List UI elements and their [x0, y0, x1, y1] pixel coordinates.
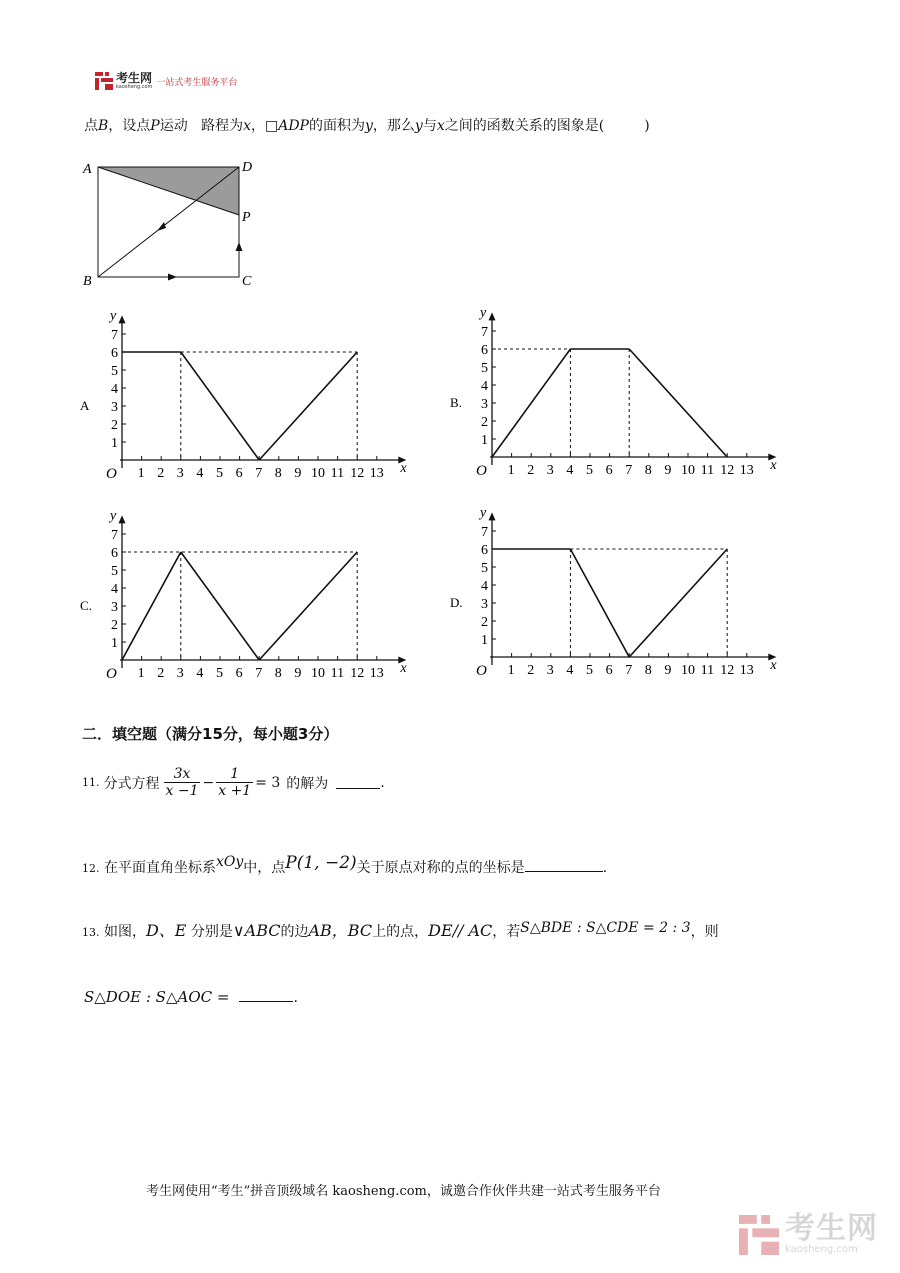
- x-tick-label: 3: [176, 666, 184, 681]
- q11-text: 分式方程: [103, 775, 160, 792]
- x-axis-label: x: [770, 658, 777, 673]
- watermark-logo-icon: [739, 1215, 779, 1255]
- y-tick-label: 3: [111, 400, 118, 415]
- q10-var-x: x: [243, 118, 251, 134]
- q12-point: P(1, −2): [285, 853, 357, 873]
- section-title-text: 分）: [308, 725, 339, 743]
- y-axis-arrow-icon: [119, 515, 126, 523]
- series-segment: [259, 552, 357, 660]
- x-tick-label: 12: [720, 663, 735, 678]
- x-tick-label: 11: [330, 466, 345, 481]
- option-b-graph-wrap[interactable]: [450, 305, 790, 489]
- q13-target-ratio: S△DOE : S△AOC =: [84, 988, 230, 1006]
- y-tick-label: 7: [481, 525, 488, 540]
- q13-text: 的边: [280, 924, 309, 940]
- x-tick-label: 7: [255, 466, 263, 481]
- y-tick-label: 6: [481, 343, 488, 358]
- x-tick-label: 4: [566, 663, 574, 678]
- question-10-stem: [84, 115, 650, 135]
- q11-end: .: [380, 774, 385, 791]
- q10-var-y: y: [414, 118, 423, 134]
- q13-parallel: DE// AC: [428, 921, 493, 940]
- origin-label: O: [476, 663, 487, 679]
- y-tick-label: 3: [481, 597, 488, 612]
- x-tick-label: 3: [176, 466, 184, 481]
- section-title-text: 分，每小题: [222, 725, 298, 743]
- x-tick-label: 7: [255, 666, 263, 681]
- arrow-bc-icon: [168, 274, 177, 281]
- q10-symbol-box: □: [264, 118, 279, 134]
- x-tick-label: 7: [625, 663, 633, 678]
- x-tick-label: 4: [196, 666, 204, 681]
- q11-number: 11.: [82, 776, 100, 789]
- y-axis-arrow-icon: [489, 312, 496, 320]
- label-p: P: [242, 210, 251, 225]
- y-axis-label: y: [110, 508, 117, 524]
- q10-text: 运动: [159, 118, 188, 134]
- q10-text: 路程为: [201, 118, 244, 134]
- x-tick-label: 6: [235, 466, 243, 481]
- x-tick-label: 8: [274, 666, 282, 681]
- q13-text: 上的点，: [372, 924, 429, 940]
- logo-title: 考生网: [116, 71, 153, 85]
- y-tick-label: 6: [111, 546, 118, 561]
- x-tick-label: 6: [605, 463, 613, 478]
- q10-text: 之间的函数关系的图象是(: [444, 118, 605, 134]
- x-tick-label: 13: [369, 666, 384, 681]
- x-tick-label: 5: [586, 463, 593, 478]
- series-segment: [181, 552, 259, 660]
- label-a: A: [83, 162, 92, 177]
- origin-label: O: [476, 463, 487, 479]
- x-tick-label: 8: [274, 466, 282, 481]
- q10-triangle-adp: ADP: [278, 118, 309, 134]
- x-tick-label: 2: [157, 466, 165, 481]
- option-d-graph: [450, 505, 795, 685]
- x-tick-label: 2: [527, 463, 535, 478]
- x-tick-label: 13: [739, 463, 754, 478]
- x-tick-label: 2: [527, 663, 535, 678]
- origin-label: O: [106, 666, 117, 682]
- x-tick-label: 11: [700, 663, 715, 678]
- x-axis-label: x: [770, 458, 777, 473]
- option-c-graph: [80, 508, 420, 688]
- series-segment: [122, 552, 181, 660]
- y-tick-label: 3: [111, 600, 118, 615]
- section-total-score: 15: [202, 725, 223, 743]
- q11-fraction-1: [164, 766, 201, 799]
- q13-area-ratio: S△BDE : S△CDE = 2 : 3: [520, 920, 691, 936]
- x-tick-label: 9: [664, 663, 672, 678]
- y-tick-label: 7: [481, 325, 488, 340]
- x-tick-label: 9: [294, 466, 302, 481]
- series-segment: [181, 352, 259, 460]
- x-tick-label: 4: [566, 463, 574, 478]
- x-tick-label: 3: [546, 463, 554, 478]
- x-tick-label: 9: [664, 463, 672, 478]
- section-title-text: 二．填空题（满分: [82, 725, 203, 743]
- q11-minus: −: [202, 774, 215, 791]
- x-tick-label: 8: [644, 663, 652, 678]
- y-tick-label: 6: [111, 346, 118, 361]
- label-c: C: [242, 274, 252, 289]
- x-tick-label: 13: [369, 466, 384, 481]
- q13-end: .: [293, 990, 298, 1006]
- option-label: D.: [450, 595, 463, 610]
- y-tick-label: 2: [111, 618, 118, 633]
- y-tick-label: 5: [481, 361, 488, 376]
- q10-point-b: B: [98, 118, 109, 134]
- arrow-cd-icon: [236, 242, 243, 251]
- x-tick-label: 3: [546, 663, 554, 678]
- q10-text: ): [644, 118, 650, 134]
- question-11: [82, 766, 385, 799]
- x-tick-label: 13: [739, 663, 754, 678]
- x-tick-label: 1: [137, 666, 145, 681]
- option-label: B.: [450, 395, 462, 410]
- y-tick-label: 7: [111, 328, 118, 343]
- watermark: [739, 1211, 878, 1255]
- q10-text: 的面积为: [308, 118, 365, 134]
- x-tick-label: 10: [681, 463, 695, 478]
- x-tick-label: 12: [350, 666, 365, 681]
- option-d-graph-wrap[interactable]: [450, 505, 795, 689]
- q11-equals: = 3: [255, 774, 281, 791]
- y-axis-label: y: [480, 305, 487, 321]
- q12-text: 关于原点对称的点的坐标是: [356, 860, 525, 876]
- q10-point-p: P: [150, 118, 160, 134]
- watermark-subtitle: kaosheng.com: [785, 1244, 858, 1255]
- series-segment: [629, 549, 727, 657]
- x-axis-label: x: [400, 661, 407, 676]
- site-logo: [95, 72, 237, 90]
- q13-points-de: D、E: [145, 921, 187, 940]
- x-tick-label: 5: [216, 466, 223, 481]
- x-tick-label: 1: [507, 663, 515, 678]
- x-tick-label: 10: [311, 466, 325, 481]
- q11-fraction-2: [216, 766, 253, 799]
- logo-subtitle: kaosheng.com: [116, 84, 153, 90]
- q11-fraction-1-den: x −1: [165, 783, 199, 799]
- q10-var-y: y: [364, 118, 373, 134]
- option-a-graph: [80, 308, 420, 488]
- q12-number: 12.: [82, 862, 100, 875]
- q10-text: ，那么: [372, 118, 415, 134]
- shaded-triangle-adp: [98, 167, 239, 215]
- series-segment: [629, 349, 727, 457]
- arrow-bd-icon: [157, 222, 166, 231]
- q12-answer-blank[interactable]: [525, 859, 603, 872]
- label-d: D: [242, 160, 253, 175]
- q11-answer-blank[interactable]: [336, 776, 380, 789]
- x-tick-label: 2: [157, 666, 165, 681]
- question-13-line-2: [84, 988, 298, 1006]
- x-tick-label: 6: [235, 666, 243, 681]
- x-tick-label: 7: [625, 463, 633, 478]
- q11-text: 的解为: [286, 775, 329, 792]
- option-a-graph-wrap[interactable]: [80, 308, 420, 492]
- y-tick-label: 5: [111, 364, 118, 379]
- y-tick-label: 5: [111, 564, 118, 579]
- origin-label: O: [106, 466, 117, 482]
- x-tick-label: 10: [311, 666, 325, 681]
- x-tick-label: 11: [700, 463, 715, 478]
- x-tick-label: 11: [330, 666, 345, 681]
- x-tick-label: 9: [294, 666, 302, 681]
- q10-var-x: x: [436, 118, 445, 134]
- y-tick-label: 2: [481, 615, 488, 630]
- q10-text: 点: [84, 118, 98, 134]
- x-tick-label: 6: [605, 663, 613, 678]
- x-tick-label: 1: [137, 466, 145, 481]
- q11-fraction-2-den: x +1: [218, 783, 252, 799]
- q12-coord-system: xOy: [215, 854, 244, 870]
- x-axis-label: x: [400, 461, 407, 476]
- y-tick-label: 1: [481, 433, 488, 448]
- q13-text: ，若: [492, 924, 521, 940]
- q13-text: ，则: [690, 924, 719, 940]
- q13-sides: AB，BC: [308, 921, 373, 940]
- y-tick-label: 1: [481, 633, 488, 648]
- x-tick-label: 10: [681, 663, 695, 678]
- y-tick-label: 1: [111, 636, 118, 651]
- q10-text: ，: [250, 118, 265, 134]
- option-c-graph-wrap[interactable]: [80, 508, 420, 692]
- y-axis-arrow-icon: [489, 512, 496, 520]
- y-tick-label: 3: [481, 397, 488, 412]
- y-axis-label: y: [480, 505, 487, 521]
- question-12: [82, 853, 608, 877]
- q13-text: 分别是: [190, 924, 233, 940]
- y-tick-label: 2: [111, 418, 118, 433]
- y-tick-label: 7: [111, 528, 118, 543]
- y-tick-label: 2: [481, 415, 488, 430]
- q10-text: ，设点: [108, 118, 151, 134]
- y-tick-label: 4: [111, 582, 118, 597]
- y-axis-label: y: [110, 308, 117, 324]
- section-item-score: 3: [297, 725, 309, 743]
- series-segment: [570, 549, 629, 657]
- y-tick-label: 4: [111, 382, 118, 397]
- q12-text: 在平面直角坐标系: [103, 860, 216, 876]
- q12-end: .: [602, 860, 608, 876]
- q12-text: 中，点: [243, 860, 286, 876]
- question-13: [82, 918, 719, 941]
- rectangle-figure: [80, 155, 280, 295]
- y-tick-label: 4: [481, 379, 488, 394]
- q13-triangle-abc: ∨ABC: [232, 921, 281, 940]
- y-axis-arrow-icon: [119, 315, 126, 323]
- label-b: B: [83, 274, 92, 289]
- y-tick-label: 6: [481, 543, 488, 558]
- logo-icon: [95, 72, 113, 90]
- x-tick-label: 5: [586, 663, 593, 678]
- q10-text: 与: [422, 118, 437, 134]
- x-tick-label: 8: [644, 463, 652, 478]
- option-label: A: [80, 398, 90, 413]
- q13-text: 如图，: [103, 924, 146, 940]
- q13-number: 13.: [82, 926, 100, 939]
- option-label: C.: [80, 598, 92, 613]
- q11-fraction-2-num: 1: [216, 766, 253, 783]
- x-tick-label: 5: [216, 666, 223, 681]
- section-title: [82, 723, 338, 744]
- q11-fraction-1-num: 3x: [164, 766, 201, 783]
- y-tick-label: 1: [111, 436, 118, 451]
- x-tick-label: 12: [350, 466, 365, 481]
- series-segment: [259, 352, 357, 460]
- option-b-graph: [450, 305, 790, 485]
- series-segment: [492, 349, 570, 457]
- y-tick-label: 5: [481, 561, 488, 576]
- footer-notice: 考生网使用“考生”拼音顶级域名 kaosheng.com，诚邀合作伙伴共建一站式考生服务平台: [146, 1184, 661, 1199]
- watermark-title: 考生网: [785, 1211, 878, 1246]
- x-tick-label: 1: [507, 463, 515, 478]
- x-tick-label: 12: [720, 463, 735, 478]
- logo-tagline: 一站式考生服务平台: [156, 77, 238, 88]
- q13-answer-blank[interactable]: [239, 989, 293, 1002]
- x-tick-label: 4: [196, 466, 204, 481]
- y-tick-label: 4: [481, 579, 488, 594]
